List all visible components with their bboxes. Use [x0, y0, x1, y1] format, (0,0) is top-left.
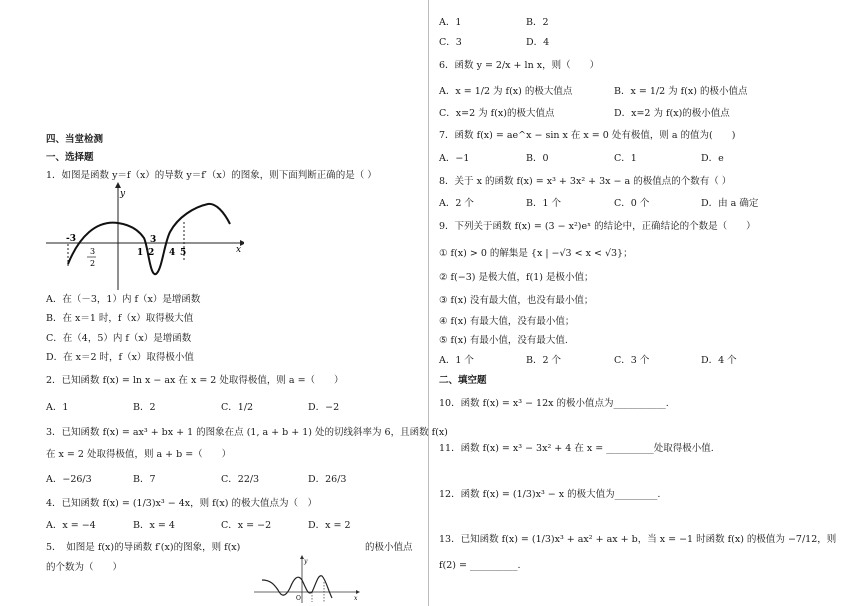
question-6-option-d: D．x=2 为 f(x)的极小值点 — [614, 108, 730, 119]
question-7-option-a: A．−1 — [439, 153, 470, 164]
question-8-option-d: D．由 a 确定 — [701, 198, 759, 209]
question-1-graph — [44, 182, 244, 292]
question-1-option-b: B．在 x＝1 时，f（x）取得极大值 — [46, 313, 194, 324]
section-fill-in-heading: 二、填空题 — [439, 375, 487, 386]
option-c: C．3 — [439, 37, 462, 48]
graph-label-1: 1 — [137, 248, 144, 258]
question-9-statement-1: ① f(x) > 0 的解集是 {x | −√3 < x < √3}； — [439, 248, 633, 259]
question-9-option-a: A．1 个 — [439, 355, 474, 366]
graph-label-frac-den: 2 — [90, 259, 96, 268]
question-9-option-d: D．4 个 — [701, 355, 737, 366]
question-13-line-2: f(2) = __________. — [439, 560, 521, 571]
graph-label-2: 2 — [148, 248, 155, 258]
question-6-option-a: A．x = 1/2 为 f(x) 的极大值点 — [439, 86, 573, 97]
question-12: 12．函数 f(x) = (1/3)x³ − x 的极大值为_________. — [439, 489, 661, 500]
question-3-option-d: D．26/3 — [308, 474, 347, 485]
question-9-statement-3: ③ f(x) 没有最大值，也没有最小值； — [439, 295, 594, 306]
question-7-stem: 7．函数 f(x) = ae^x − sin x 在 x = 0 处有极值，则 a 的值为( ) — [439, 130, 736, 141]
question-9-statement-4: ④ f(x) 有最大值，没有最小值； — [439, 316, 575, 327]
question-4-option-d: D．x = 2 — [308, 520, 351, 531]
question-4-stem: 4．已知函数 f(x) = (1/3)x³ − 4x，则 f(x) 的极大值点为（ ） — [46, 498, 317, 509]
question-9-statement-2: ② f(−3) 是极大值，f(1) 是极小值； — [439, 272, 594, 283]
question-5-stem: 5． 如图是 f(x)的导函数 f′(x)的图象，则 f(x) — [46, 542, 241, 553]
question-4-option-a: A．x = −4 — [46, 520, 96, 531]
question-8-option-b: B．1 个 — [526, 198, 562, 209]
graph-label-3: 3 — [150, 235, 157, 245]
column-divider — [428, 0, 429, 606]
question-3-stem-line-2: 在 x = 2 处取得极值，则 a + b =（ ） — [46, 449, 232, 460]
graph-label-x: x — [236, 245, 242, 255]
question-9-option-b: B．2 个 — [526, 355, 562, 366]
graph-label-neg3: -3 — [66, 234, 76, 244]
question-1-option-d: D．在 x＝2 时，f（x）取得极小值 — [46, 352, 194, 363]
question-5-stem-right: 的极小值点 — [365, 542, 413, 553]
question-8-stem: 8．关于 x 的函数 f(x) = x³ + 3x² + 3x − a 的极值点的个数有（ ） — [439, 176, 732, 187]
option-b: B．2 — [526, 17, 549, 28]
question-6-option-b: B．x = 1/2 为 f(x) 的极小值点 — [614, 86, 748, 97]
option-d: D．4 — [526, 37, 550, 48]
question-11: 11．函数 f(x) = x³ − 3x² + 4 在 x = __________处取得极小值. — [439, 443, 714, 454]
question-9-stem: 9．下列关于函数 f(x) = (3 − x²)eˣ 的结论中，正确结论的个数是（ ） — [439, 221, 756, 232]
question-2-option-a: A．1 — [46, 402, 69, 413]
question-2-option-b: B．2 — [133, 402, 156, 413]
question-3-option-b: B．7 — [133, 474, 156, 485]
section-choice-heading: 一、选择题 — [46, 152, 94, 163]
question-8-option-a: A．2 个 — [439, 198, 474, 209]
question-5-stem-line-2: 的个数为（ ） — [46, 562, 123, 573]
question-3-option-a: A．−26/3 — [46, 474, 92, 485]
question-2-stem: 2．已知函数 f(x) = ln x − ax 在 x = 2 处取得极值，则 a =（ ） — [46, 375, 344, 386]
question-1-option-a: A．在（－3，1）内 f（x）是增函数 — [46, 294, 201, 305]
question-5-graph — [252, 554, 362, 604]
question-2-option-c: C．1/2 — [221, 402, 254, 413]
question-4-option-b: B．x = 4 — [133, 520, 175, 531]
q5-graph-label-x: x — [354, 595, 358, 602]
question-10: 10．函数 f(x) = x³ − 12x 的极小值点为___________. — [439, 398, 669, 409]
question-1-option-c: C．在（4，5）内 f（x）是增函数 — [46, 333, 192, 344]
question-9-option-c: C．3 个 — [614, 355, 650, 366]
question-2-option-d: D．−2 — [308, 402, 340, 413]
question-6-option-c: C．x=2 为 f(x)的极大值点 — [439, 108, 555, 119]
question-1-stem: 1．如图是函数 y＝f（x）的导数 y＝f′（x）的图象，则下面判断正确的是（ ） — [46, 170, 377, 181]
section-check-heading: 四、当堂检测 — [46, 134, 104, 145]
question-7-option-d: D．e — [701, 153, 724, 164]
option-a: A．1 — [439, 17, 462, 28]
question-9-statement-5: ⑤ f(x) 有最小值，没有最大值. — [439, 335, 568, 346]
question-3-option-c: C．22/3 — [221, 474, 260, 485]
question-8-option-c: C．0 个 — [614, 198, 650, 209]
graph-label-y: y — [120, 189, 126, 199]
question-7-option-c: C．1 — [614, 153, 637, 164]
q5-graph-label-origin: O — [296, 595, 301, 602]
question-4-option-c: C．x = −2 — [221, 520, 272, 531]
question-7-option-b: B．0 — [526, 153, 549, 164]
graph-label-4: 4 — [169, 248, 176, 258]
graph-label-frac-num: 3 — [90, 247, 96, 256]
graph-label-5: 5 — [180, 248, 187, 258]
q5-graph-label-y: y — [304, 558, 308, 565]
question-3-stem-line-1: 3．已知函数 f(x) = ax³ + bx + 1 的图象在点 (1, a + b + 1) 处的切线斜率为 6，且函数 f(x) — [46, 427, 448, 438]
question-6-stem: 6．函数 y = 2/x + ln x，则（ ） — [439, 60, 600, 71]
question-13-line-1: 13．已知函数 f(x) = (1/3)x³ + ax² + ax + b，当 x = −1 时函数 f(x) 的极值为 −7/12，则 — [439, 534, 837, 545]
